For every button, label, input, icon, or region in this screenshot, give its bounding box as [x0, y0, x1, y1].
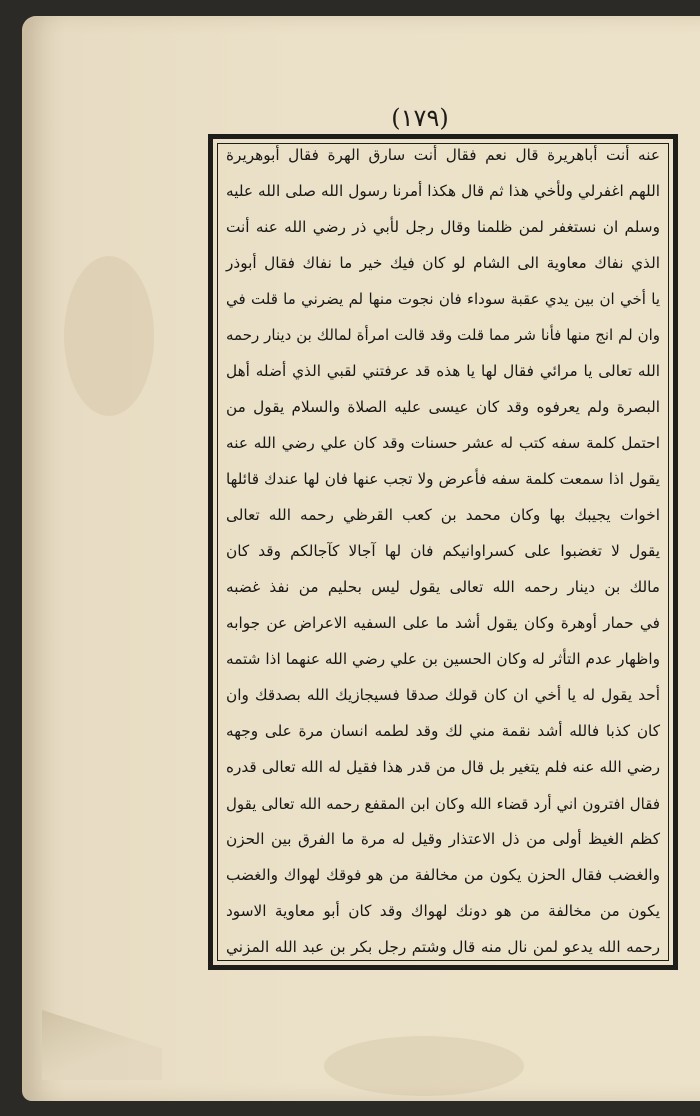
- text-frame-inner: [217, 143, 669, 961]
- text-line: يا أخي ان بين يدي عقبة سوداء فان نجوت منها لم يضرني ما قلت في: [226, 290, 660, 309]
- text-line: أحد يقول له يا أخي ان كان قولك صدقا فسيجازيك الله بصدقك وان: [226, 686, 660, 705]
- text-line: والغضب فقال الحزن يكون من مخالفة من هو فوقك لهواك والغضب: [226, 866, 660, 885]
- paper-stain: [64, 256, 154, 416]
- text-line: في حمار أوهرة وكان يقول أشد ما على السفيه الاعراض عن جوابه: [226, 614, 660, 633]
- text-line: رحمه الله يدعو لمن نال منه قال وشتم رجل بكر بن عبد الله المزني: [226, 938, 660, 957]
- text-line: اخوات يجيبك بها وكان محمد بن كعب القرظي رحمه الله تعالى: [226, 506, 660, 525]
- text-line: عنه أنت أباهريرة قال نعم فقال أنت سارق الهرة فقال أبوهريرة: [226, 146, 660, 164]
- text-line: كان كذبا فالله أشد نقمة مني لك وقد لطمه انسان مرة على وجهه: [226, 722, 660, 741]
- text-line: واظهار عدم التأثر له وكان الحسين بن علي رضي الله عنهما اذا شتمه: [226, 650, 660, 669]
- text-line: اللهم اغفرلي ولأخي هذا ثم قال هكذا أمرنا رسول الله صلى الله عليه: [226, 182, 660, 201]
- text-line: احتمل كلمة سفه كتب له عشر حسنات وقد كان علي رضي الله عنه: [226, 433, 660, 452]
- text-line: البصرة ولم يعرفوه وقد كان عيسى عليه الصلاة والسلام يقول من: [226, 397, 660, 416]
- text-line: مالك بن دينار رحمه الله تعالى يقول ليس بحليم من نفذ غضبه: [226, 578, 660, 597]
- text-line: رضي الله عنه فلم يتغير بل قال من قدر هذا فقيل له الله تعالى قدره: [226, 758, 660, 777]
- text-block: [226, 148, 660, 956]
- text-line: وسلم ان نستغفر لمن ظلمنا وقال رجل لأبي ذر رضي الله عنه أنت: [226, 218, 660, 237]
- text-line: يقول لا تغضبوا على كسراوانيكم فان لها آجالا كآجالكم وقد كان: [226, 542, 660, 561]
- text-line: يكون من مخالفة من هو دونك لهواك وقد كان أبو معاوية الاسود: [226, 902, 660, 921]
- text-line: يقول اذا سمعت كلمة سفه فأعرض ولا تجب عنها فان لها عندك قائلها: [226, 469, 660, 488]
- text-frame: [208, 134, 678, 970]
- text-line: كظم الغيظ أولى من ذل الاعتذار وقيل له مرة ما الفرق بين الحزن: [226, 830, 660, 849]
- paper-stain: [324, 1036, 524, 1096]
- text-line: الذي نفاك معاوية الى الشام لو كان فيك خير ما نفاك فقال أبوذر: [226, 254, 660, 273]
- text-line: الله تعالى يا مرائي فقال لها يا هذه قد عرفتني لقبي الذي أضله أهل: [226, 361, 660, 380]
- page-number: (١٧٩): [391, 104, 449, 132]
- text-line: فقال افترون اني أرد قضاء الله وكان ابن المقفع رحمه الله تعالى يقول: [226, 794, 660, 813]
- text-line: وان لم انج منها فأنا شر مما قلت وقد قالت امرأة لمالك بن دينار رحمه: [226, 326, 660, 345]
